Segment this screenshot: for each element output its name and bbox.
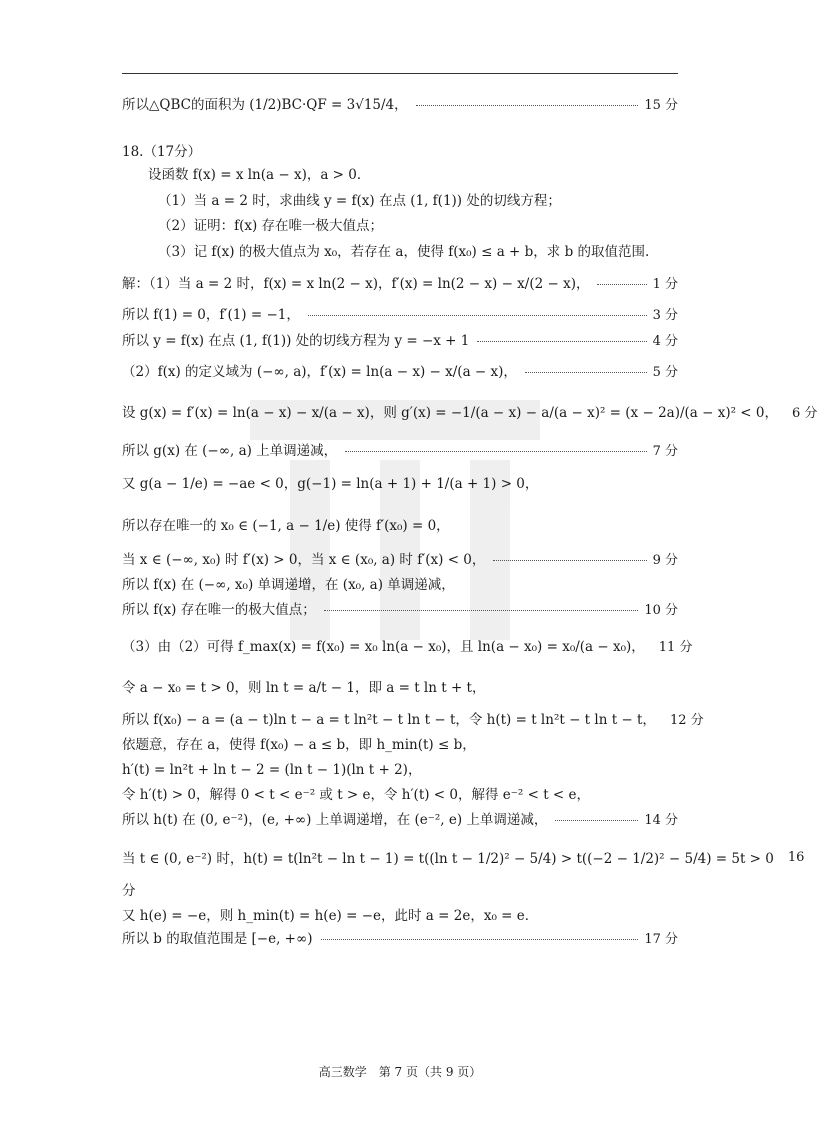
line-text: 所以 f(x) 在 (−∞, x₀) 单调递增，在 (x₀, a) 单调递减，: [122, 577, 455, 593]
leader-dots: [555, 820, 638, 821]
score-mark: 16: [787, 849, 805, 865]
solution-line: [122, 91, 678, 115]
solution-line: [122, 731, 678, 755]
header-rule: [122, 73, 678, 74]
solution-line: [122, 674, 678, 698]
score-mark: 3 分: [652, 307, 678, 323]
solution-line: [122, 756, 678, 780]
score-mark: 5 分: [652, 364, 678, 380]
line-text: 所以 f(1) = 0，f′(1) = −1，: [122, 307, 300, 323]
line-text: （3）由（2）可得 f_max(x) = f(x₀) = x₀ ln(a − x₀)，且 ln(a − x₀) = x₀/(a − x₀)，: [122, 639, 645, 655]
solution-line: [122, 470, 678, 494]
line-text: （2）证明：f(x) 存在唯一极大值点；: [158, 218, 384, 234]
solution-line: [122, 877, 678, 901]
solution-line: [122, 270, 678, 294]
page-footer: 高三数学 第 7 页（共 9 页）: [318, 1065, 482, 1079]
solution-line: [122, 512, 678, 536]
line-text: 又 h(e) = −e，则 h_min(t) = h(e) = −e，此时 a = 2e，x₀ = e．: [122, 908, 539, 924]
line-text: （2）f(x) 的定义域为 (−∞, a)，f′(x) = ln(a − x) − x/(a − x)，: [122, 364, 517, 380]
solution-line: [122, 596, 678, 620]
solution-line: [158, 187, 678, 211]
line-text: 所以存在唯一的 x₀ ∈ (−1, a − 1/e) 使得 f′(x₀) = 0，: [122, 518, 450, 534]
solution-line: [122, 633, 693, 657]
score-mark: 17 分: [644, 931, 678, 947]
solution-line: [122, 301, 678, 325]
leader-dots: [597, 284, 646, 285]
line-text: 所以 h(t) 在 (0, e⁻²)，(e, +∞) 上单调递增，在 (e⁻², e) 上单调递减，: [122, 812, 548, 828]
leader-dots: [525, 372, 647, 373]
score-mark: 4 分: [652, 333, 678, 349]
solution-line: [122, 571, 678, 595]
score-mark: 15 分: [644, 97, 678, 113]
score-mark: 1 分: [652, 276, 678, 292]
score-mark: 7 分: [652, 443, 678, 459]
line-text: 设 g(x) = f′(x) = ln(a − x) − x/(a − x)，则 g′(x) = −1/(a − x) − a/(a − x)² = (x − 2a)/(a − x)² < 0，: [122, 405, 779, 421]
solution-line: [122, 781, 678, 805]
solution-line: [122, 546, 678, 570]
line-text: 当 x ∈ (−∞, x₀) 时 f′(x) > 0，当 x ∈ (x₀, a) 时 f′(x) < 0，: [122, 552, 486, 568]
leader-dots: [321, 939, 639, 940]
line-text: h′(t) = ln²t + ln t − 2 = (ln t − 1)(ln t + 2)，: [122, 762, 422, 778]
solution-line: [122, 437, 678, 461]
line-text: 依题意，存在 a，使得 f(x₀) − a ≤ b，即 h_min(t) ≤ b，: [122, 737, 476, 753]
line-text: 所以 f(x) 存在唯一的极大值点；: [122, 602, 316, 618]
line-text: 令 h′(t) > 0，解得 0 < t < e⁻² 或 t > e，令 h′(t) < 0，解得 e⁻² < t < e，: [122, 787, 591, 803]
solution-line: [148, 161, 678, 185]
leader-dots: [308, 315, 647, 316]
leader-dots: [493, 560, 646, 561]
line-text: 所以 g(x) 在 (−∞, a) 上单调递减，: [122, 443, 338, 459]
leader-dots: [345, 451, 646, 452]
line-text: （1）当 a = 2 时，求曲线 y = f(x) 在点 (1, f(1)) 处的切线方程；: [158, 193, 561, 209]
solution-line: [122, 902, 678, 926]
line-text: 所以 f(x₀) − a = (a − t)ln t − a = t ln²t − t ln t − t，令 h(t) = t ln²t − t ln t − t，: [122, 712, 656, 728]
line-text: 所以 b 的取值范围是 [−e, +∞): [122, 931, 313, 947]
solution-line: [122, 399, 817, 423]
score-mark: 10 分: [644, 602, 678, 618]
solution-line: [122, 706, 704, 730]
line-text: 解：（1）当 a = 2 时，f(x) = x ln(2 − x)，f′(x) = ln(2 − x) − x/(2 − x)，: [122, 276, 590, 292]
leader-dots: [477, 341, 646, 342]
score-mark: 12 分: [669, 712, 704, 728]
score-mark: 6 分: [792, 405, 817, 421]
solution-line: [158, 212, 678, 236]
score-mark: 14 分: [644, 812, 678, 828]
line-text: 设函数 f(x) = x ln(a − x)，a > 0．: [148, 167, 371, 183]
leader-dots: [324, 610, 639, 611]
line-text: 分: [122, 883, 136, 899]
line-text: 18.（17分）: [122, 144, 202, 160]
score-mark: 9 分: [652, 552, 678, 568]
solution-line: [122, 845, 805, 869]
score-mark: 11 分: [658, 639, 693, 655]
line-text: 所以 y = f(x) 在点 (1, f(1)) 处的切线方程为 y = −x + 1: [122, 333, 470, 349]
line-text: 当 t ∈ (0, e⁻²) 时，h(t) = t(ln²t − ln t − 1) = t((ln t − 1/2)² − 5/4) > t((−2 − 1/2)² − 5/4) = 5t > 0: [122, 851, 774, 867]
line-text: 所以△QBC的面积为 (1/2)BC·QF = 3√15/4，: [122, 97, 408, 113]
line-text: 又 g(a − 1/e) = −ae < 0，g(−1) = ln(a + 1) + 1/(a + 1) > 0，: [122, 476, 539, 492]
solution-line: [122, 358, 678, 382]
solution-line: [122, 925, 678, 949]
solution-line: [122, 327, 678, 351]
solution-line: [122, 806, 678, 830]
line-text: （3）记 f(x) 的极大值点为 x₀，若存在 a，使得 f(x₀) ≤ a + b，求 b 的取值范围.: [158, 244, 650, 260]
leader-dots: [416, 105, 639, 106]
solution-line: [122, 138, 678, 162]
solution-line: [158, 238, 678, 262]
line-text: 令 a − x₀ = t > 0，则 ln t = a/t − 1，即 a = t ln t + t，: [122, 680, 486, 696]
